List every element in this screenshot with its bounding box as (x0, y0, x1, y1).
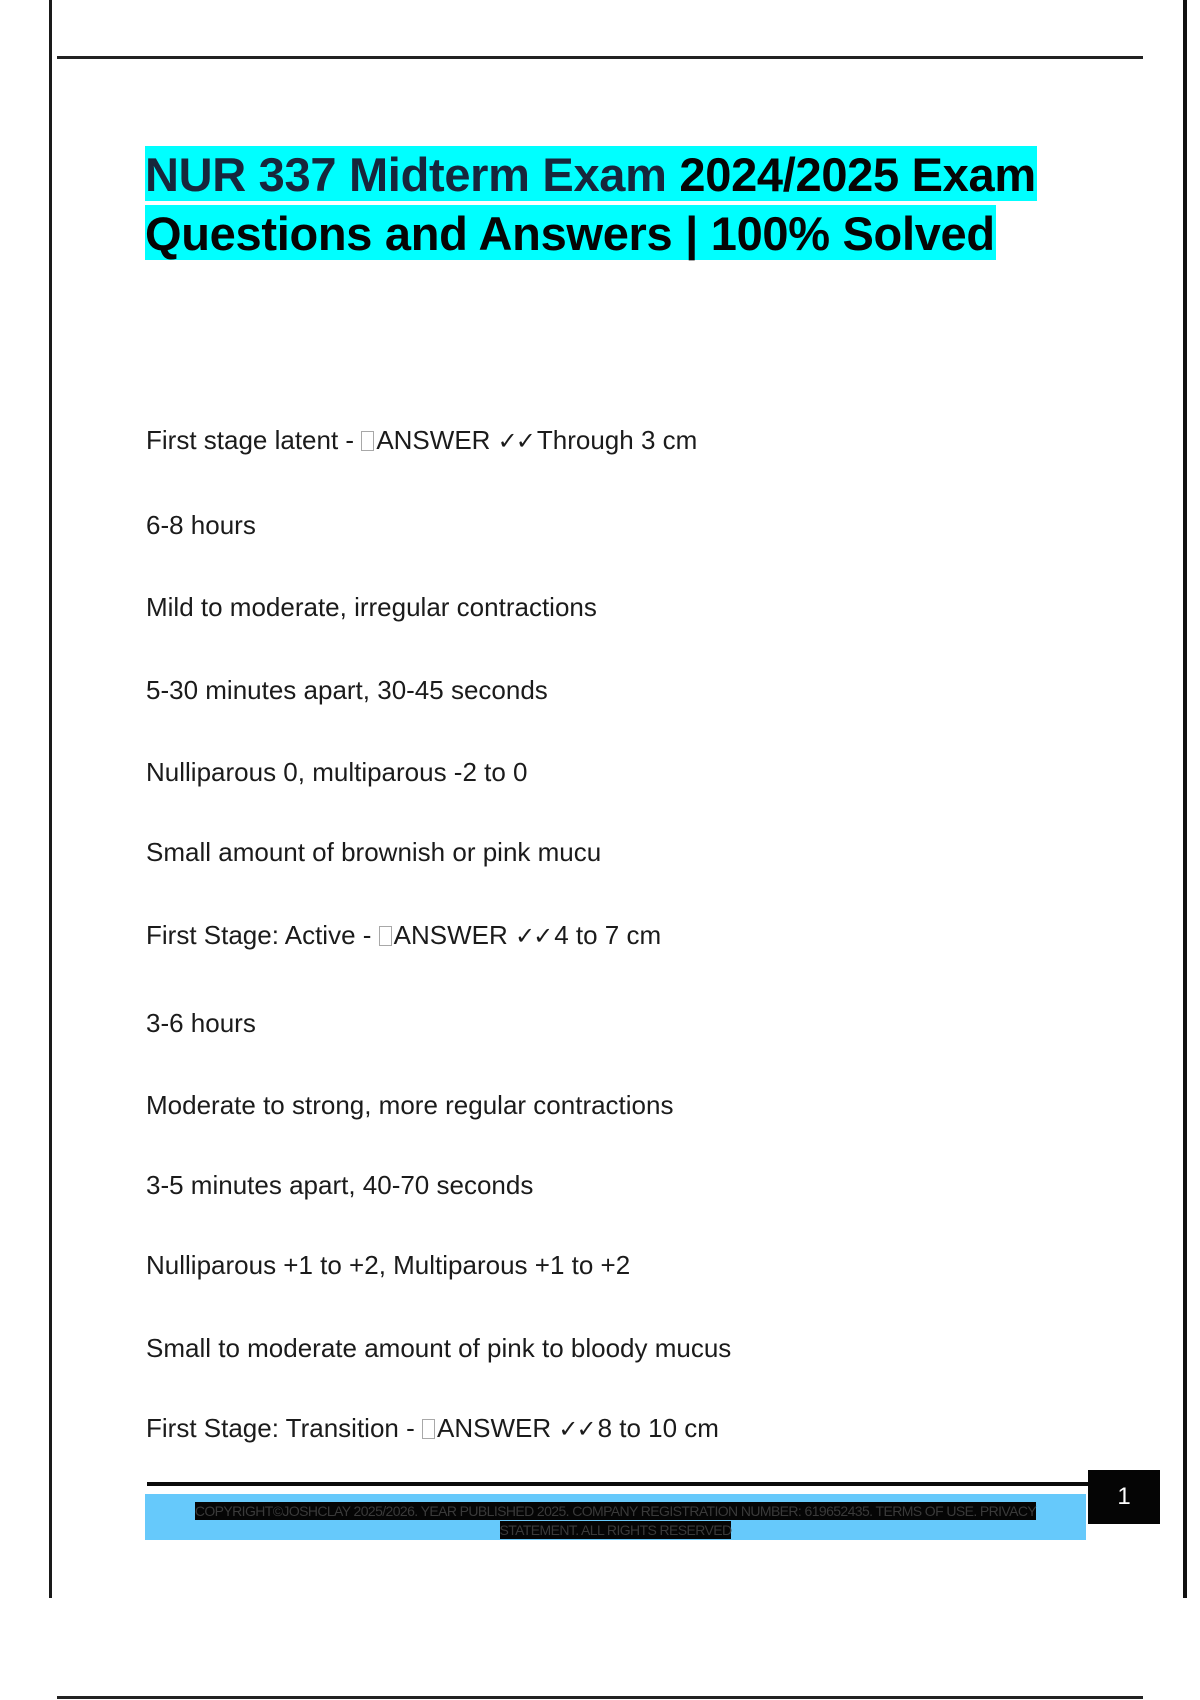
question-text: First stage latent - (146, 425, 362, 455)
qa-line: Small amount of brownish or pink mucu (146, 837, 602, 867)
qa-line: Small to moderate amount of pink to bloody mucus (146, 1333, 732, 1363)
next-page-top-rule (57, 1696, 1143, 1699)
title-year-text: 2024/2025 Exam (679, 148, 1036, 201)
qa-line: Nulliparous +1 to +2, Multiparous +1 to +2 (146, 1250, 631, 1280)
qa-line-answer (146, 1413, 719, 1444)
qa-line: Nulliparous 0, multiparous -2 to 0 (146, 757, 528, 787)
qa-line: Mild to moderate, irregular contractions (146, 592, 597, 622)
double-check-icon: ✓✓ (497, 427, 534, 455)
answer-label: ANSWER (436, 1413, 552, 1443)
qa-line: 5-30 minutes apart, 30-45 seconds (146, 675, 548, 705)
title-course-text: NUR 337 Midterm Exam (145, 148, 680, 201)
title-line-2: Questions and Answers | 100% Solved (145, 207, 995, 260)
answer-text: Through 3 cm (536, 425, 698, 455)
copyright-line-2: STATEMENT. ALL RIGHTS RESERVED (499, 1522, 732, 1538)
missing-glyph-icon (361, 431, 374, 451)
qa-line-answer (146, 425, 697, 456)
qa-line: 3-5 minutes apart, 40-70 seconds (146, 1170, 534, 1200)
answer-label: ANSWER (393, 920, 508, 950)
header-rule (57, 56, 1143, 59)
qa-line: 6-8 hours (146, 510, 256, 540)
missing-glyph-icon (422, 1419, 435, 1439)
page-border-left (49, 0, 52, 1598)
qa-line: 3-6 hours (146, 1008, 256, 1038)
missing-glyph-icon (379, 926, 392, 946)
answer-text: 4 to 7 cm (554, 920, 662, 950)
document-title (145, 146, 1105, 264)
copyright-line-1: COPYRIGHT©JOSHCLAY 2025/2026. YEAR PUBLISHED 2025. COMPANY REGISTRATION NUMBER: 619652435. TERMS OF USE. PRIVACY (194, 1503, 1037, 1519)
page-border-right (1183, 0, 1187, 1598)
question-text: First Stage: Transition - (146, 1413, 422, 1443)
qa-line-answer (146, 920, 661, 951)
page-number: 1 (1088, 1470, 1160, 1524)
double-check-icon: ✓✓ (515, 922, 552, 950)
footer-rule (147, 1482, 1088, 1486)
copyright-notice (145, 1502, 1086, 1540)
answer-text: 8 to 10 cm (597, 1413, 719, 1443)
answer-label: ANSWER (376, 425, 491, 455)
question-text: First Stage: Active - (146, 920, 379, 950)
title-line-1 (145, 146, 1037, 201)
double-check-icon: ✓✓ (558, 1415, 595, 1443)
qa-line: Moderate to strong, more regular contractions (146, 1090, 674, 1120)
